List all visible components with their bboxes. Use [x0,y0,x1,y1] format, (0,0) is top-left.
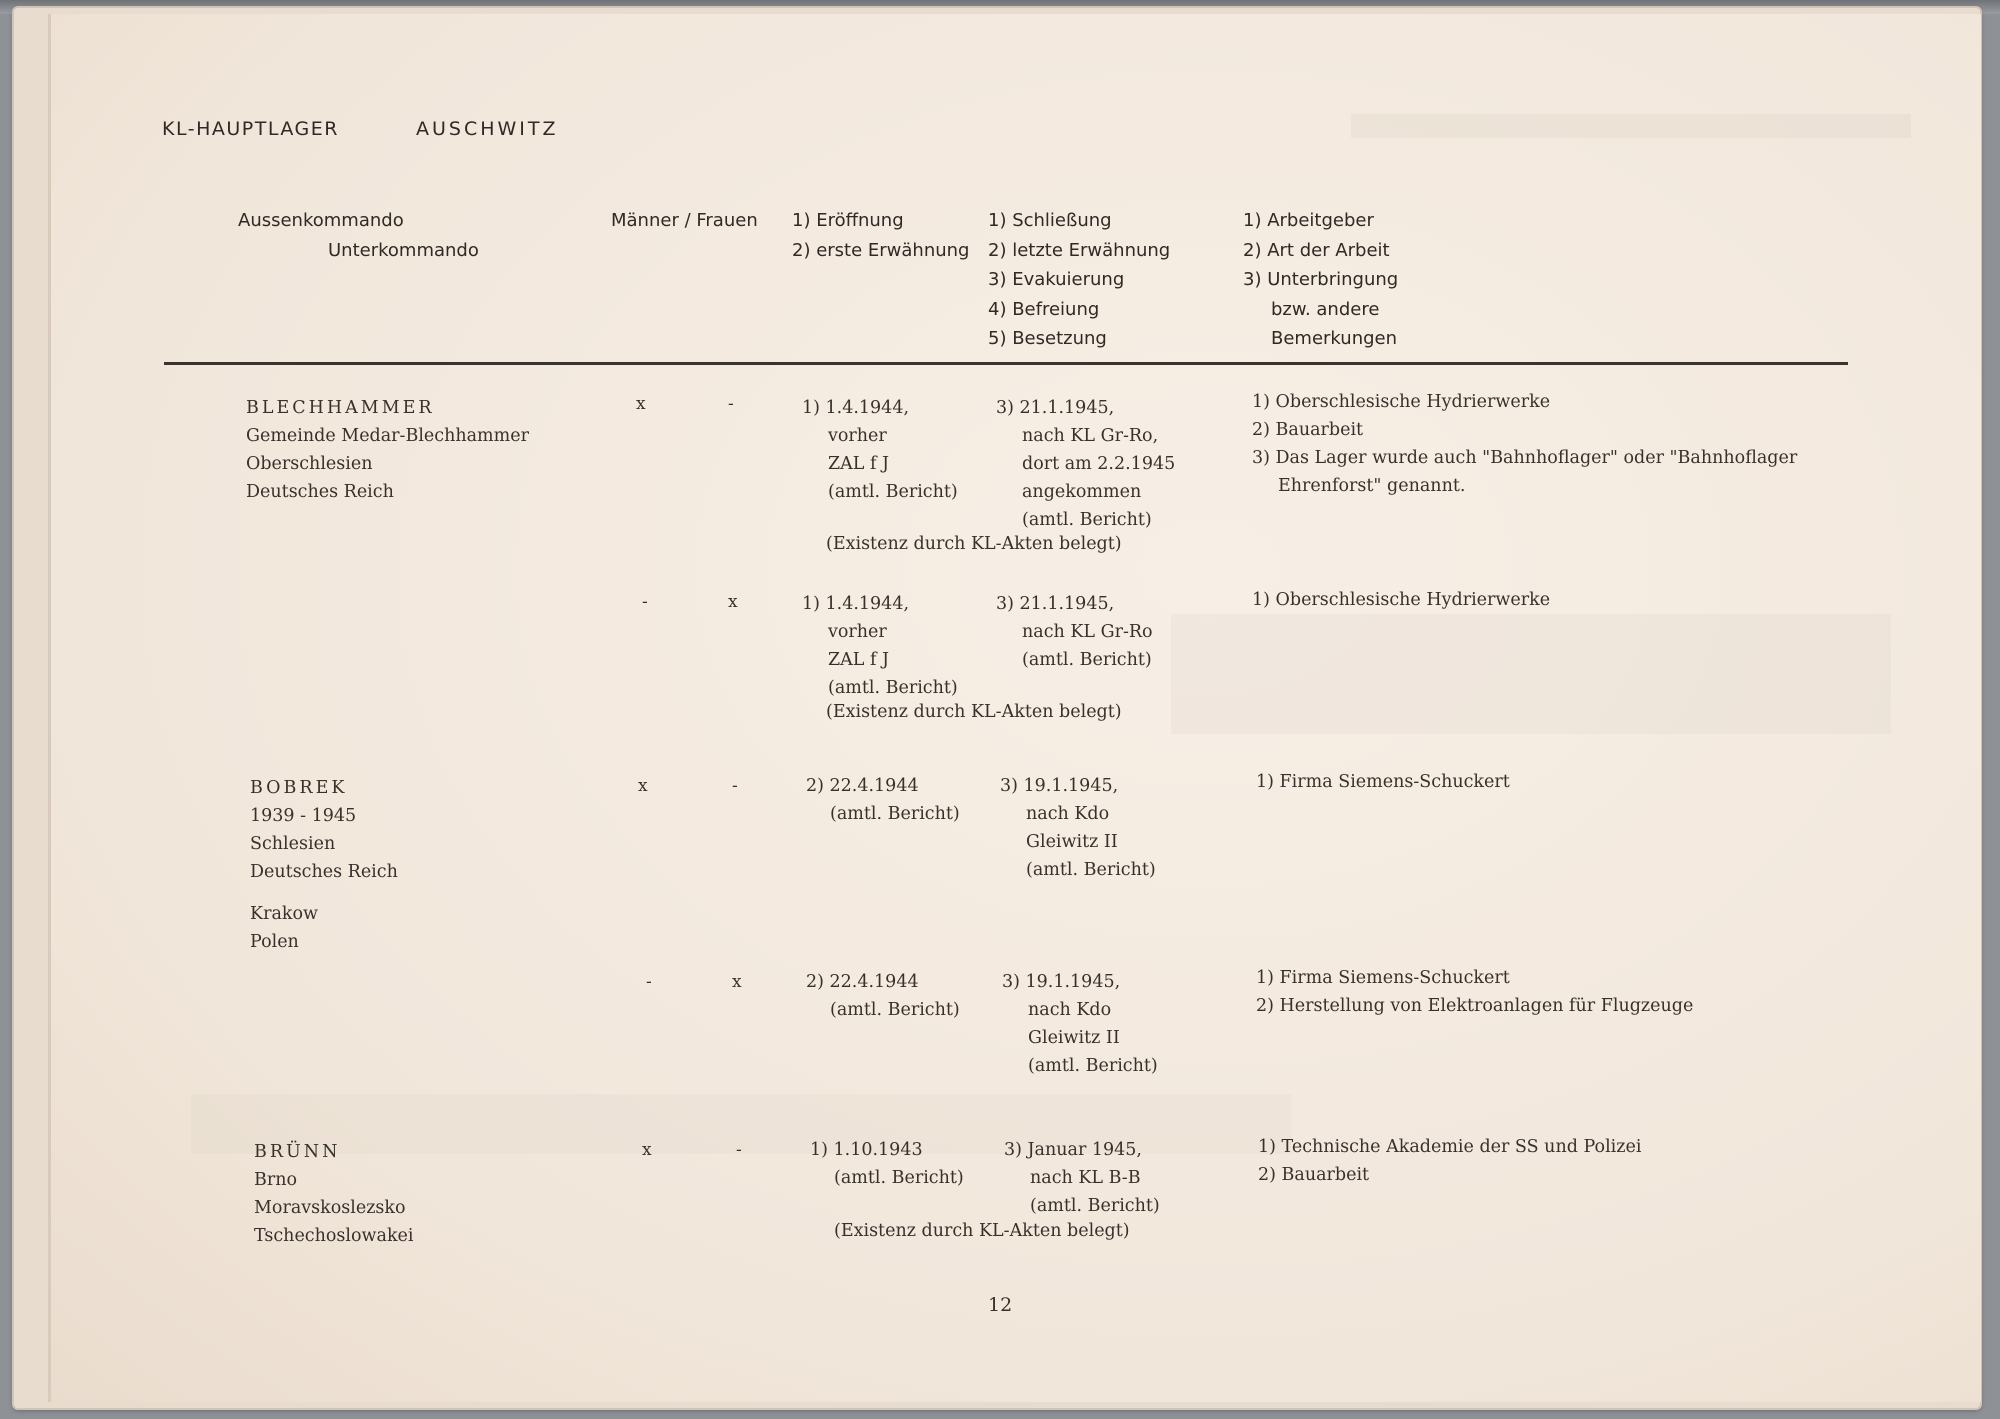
show-through-bleed [1351,114,1911,138]
row-closing: 3) 21.1.1945, nach KL Gr-Ro (amtl. Bericht) [996,594,1153,670]
men-mark: x [642,1140,652,1160]
row-opening: 1) 1.4.1944, vorher ZAL f J (amtl. Bericht) [802,594,958,698]
row-closing: 3) 19.1.1945, nach Kdo Gleiwitz II (amtl. Bericht) [1000,776,1156,880]
women-mark: - [732,776,738,796]
camp-type-title: KL-HAUPTLAGER [162,118,339,140]
header-divider [164,362,1848,365]
existence-note: (Existenz durch KL-Akten belegt) [834,1221,1130,1241]
page-number: 12 [988,1294,1013,1316]
column-header-kommando [238,206,479,265]
row-location-extra: Krakow Polen [250,904,318,952]
row-employer: 1) Firma Siemens-Schuckert [1256,772,1510,792]
women-mark: x [732,972,742,992]
existence-note: (Existenz durch KL-Akten belegt) [826,702,1122,722]
row-location: BLECHHAMMER Gemeinde Medar-Blechhammer Oberschlesien Deutsches Reich [246,398,529,502]
women-mark: - [728,394,734,414]
row-opening: 1) 1.4.1944, vorher ZAL f J (amtl. Bericht) [802,398,958,502]
row-employer: 1) Oberschlesische Hydrierwerke [1252,590,1551,610]
row-opening: 2) 22.4.1944 (amtl. Bericht) [806,972,960,1020]
column-header-opening: 1) Eröffnung 2) erste Erwähnung [792,210,970,261]
row-closing: 3) 19.1.1945, nach Kdo Gleiwitz II (amtl. Bericht) [1002,972,1158,1076]
existence-note: (Existenz durch KL-Akten belegt) [826,534,1122,554]
row-location: BRÜNN Brno Moravskoslezsko Tschechoslowakei [254,1142,414,1246]
row-closing: 3) 21.1.1945, nach KL Gr-Ro, dort am 2.2.1945 angekommen (amtl. Bericht) [996,398,1176,530]
women-mark: x [728,592,738,612]
column-header-employer: 1) Arbeitgeber 2) Art der Arbeit 3) Unterbringung bzw. andere Bemerkungen [1243,210,1399,349]
camp-name-title: AUSCHWITZ [416,118,559,140]
men-mark: x [638,776,648,796]
women-mark: - [736,1140,742,1160]
row-employer: 1) Firma Siemens-Schuckert 2) Herstellung von Elektroanlagen für Flugzeuge [1256,968,1694,1016]
row-opening: 2) 22.4.1944 (amtl. Bericht) [806,776,960,824]
men-mark: x [636,394,646,414]
column-header-closing: 1) Schließung 2) letzte Erwähnung 3) Evakuierung 4) Befreiung 5) Besetzung [988,210,1171,349]
row-employer: 1) Oberschlesische Hydrierwerke 2) Bauarbeit 3) Das Lager wurde auch "Bahnhoflager" oder "Bahnhoflager Ehrenforst" genannt. [1252,392,1798,496]
header-aussenkommando: Aussenkommando [238,210,404,231]
men-mark: - [642,592,648,612]
row-location: BOBREK 1939 - 1945 Schlesien Deutsches Reich [250,778,398,882]
row-closing: 3) Januar 1945, nach KL B-B (amtl. Bericht) [1004,1140,1160,1216]
men-mark: - [646,972,652,992]
header-unterkommando: Unterkommando [328,239,479,261]
show-through-bleed [1171,614,1891,734]
row-employer: 1) Technische Akademie der SS und Polizei 2) Bauarbeit [1258,1137,1642,1185]
column-header-gender: Männer / Frauen [611,210,758,231]
row-opening: 1) 1.10.1943 (amtl. Bericht) [810,1140,964,1188]
